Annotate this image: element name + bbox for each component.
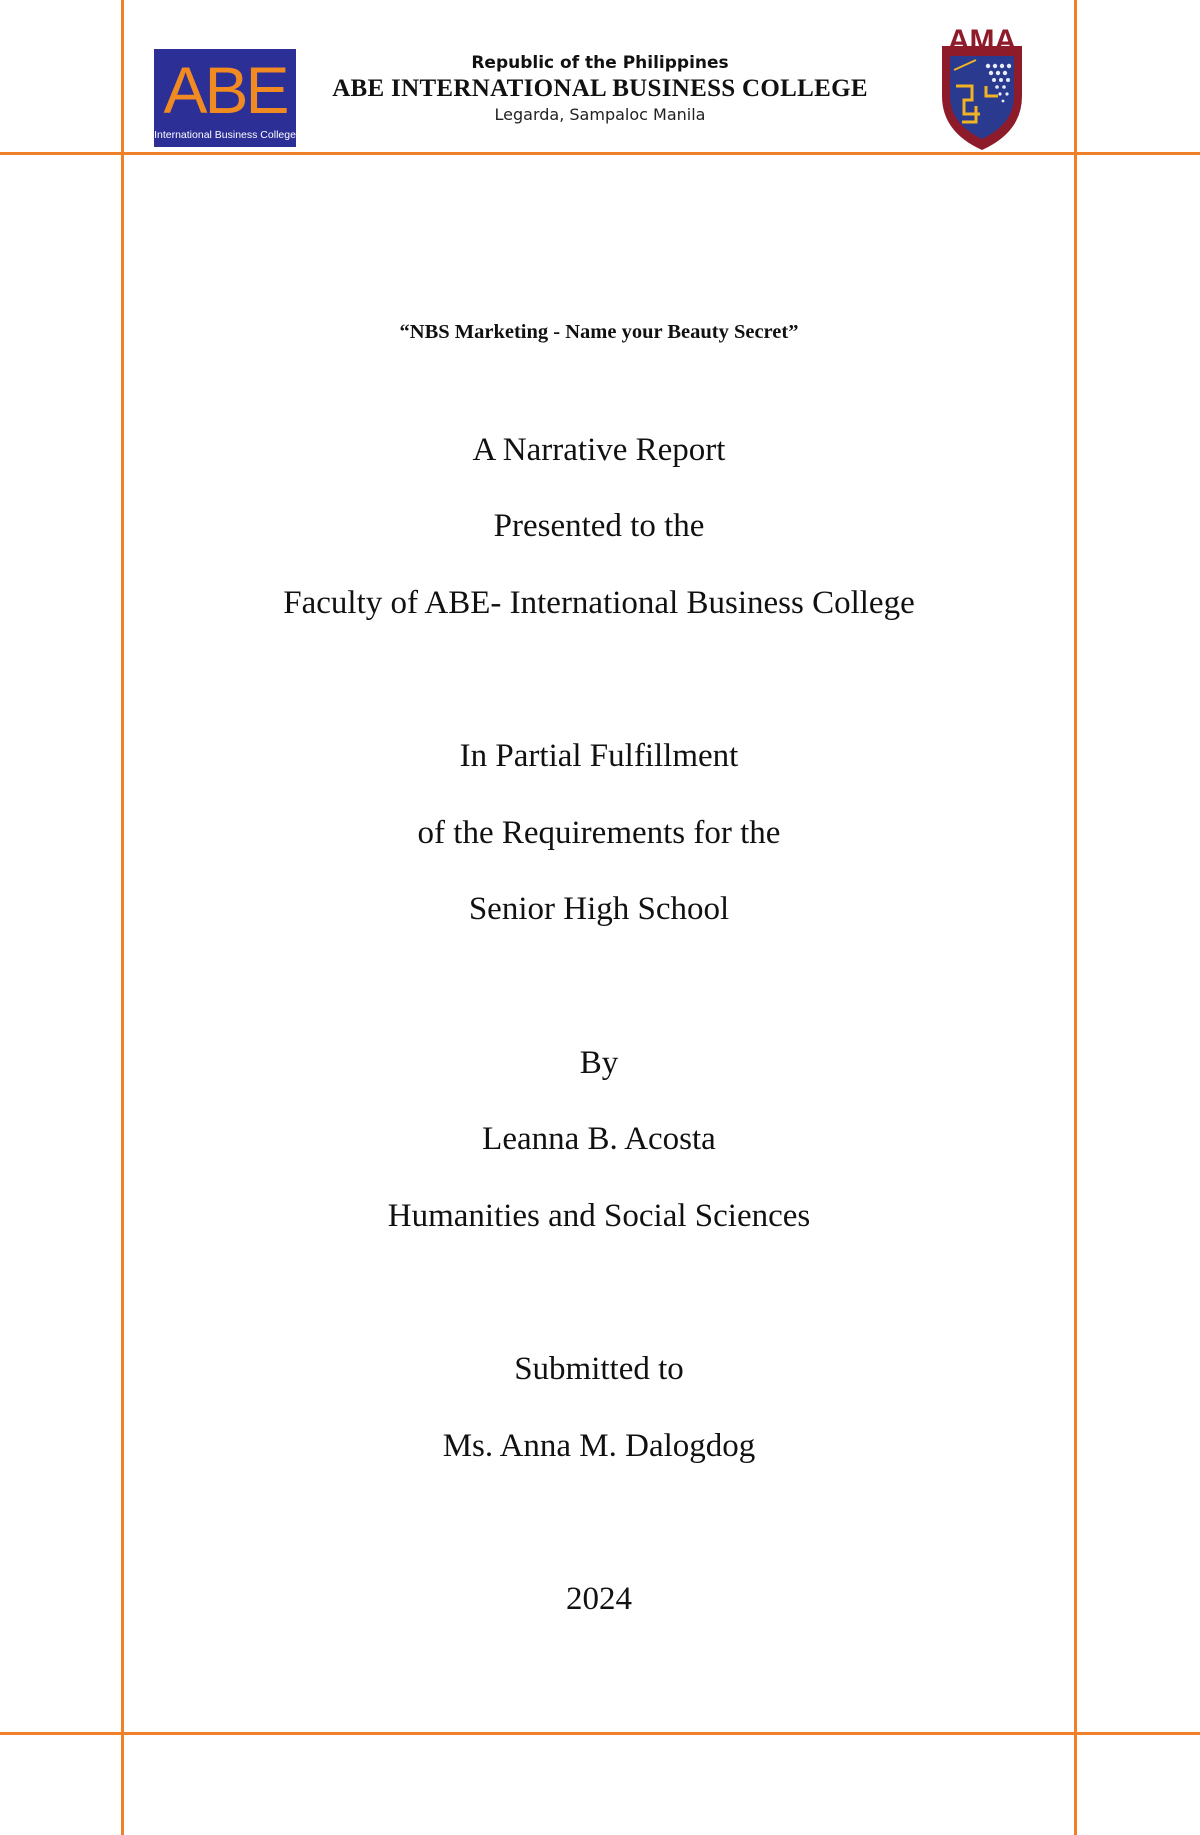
- abe-logo: [154, 49, 296, 147]
- ama-shield-logo: [936, 26, 1028, 152]
- college-address: Legarda, Sampaloc Manila: [494, 105, 706, 124]
- school-level-line: Senior High School: [468, 891, 730, 927]
- abe-logo-mark: ABE: [163, 53, 287, 127]
- presented-to-line: Presented to the: [493, 508, 705, 544]
- report-type: A Narrative Report: [472, 432, 726, 468]
- by-line: By: [579, 1045, 619, 1081]
- header-divider-line: [0, 152, 1200, 155]
- faculty-line: Faculty of ABE- International Business College: [283, 585, 915, 621]
- letterhead: [300, 52, 900, 126]
- author-name: Leanna B. Acosta: [482, 1121, 716, 1157]
- right-border-line: [1074, 0, 1077, 1835]
- footer-divider-line: [0, 1732, 1200, 1735]
- college-name: ABE INTERNATIONAL BUSINESS COLLEGE: [332, 75, 868, 102]
- adviser-name: Ms. Anna M. Dalogdog: [442, 1428, 756, 1464]
- strand-name: Humanities and Social Sciences: [387, 1198, 811, 1234]
- submitted-to-line: Submitted to: [514, 1351, 684, 1387]
- report-tagline: “NBS Marketing - Name your Beauty Secret”: [399, 321, 799, 343]
- report-year: 2024: [566, 1581, 632, 1617]
- abe-logo-subtitle: International Business College: [154, 129, 296, 141]
- fulfillment-line: In Partial Fulfillment: [459, 738, 739, 774]
- ama-logo-mark: AMA: [947, 26, 1017, 57]
- requirements-line: of the Requirements for the: [417, 815, 781, 851]
- republic-line: Republic of the Philippines: [471, 53, 729, 73]
